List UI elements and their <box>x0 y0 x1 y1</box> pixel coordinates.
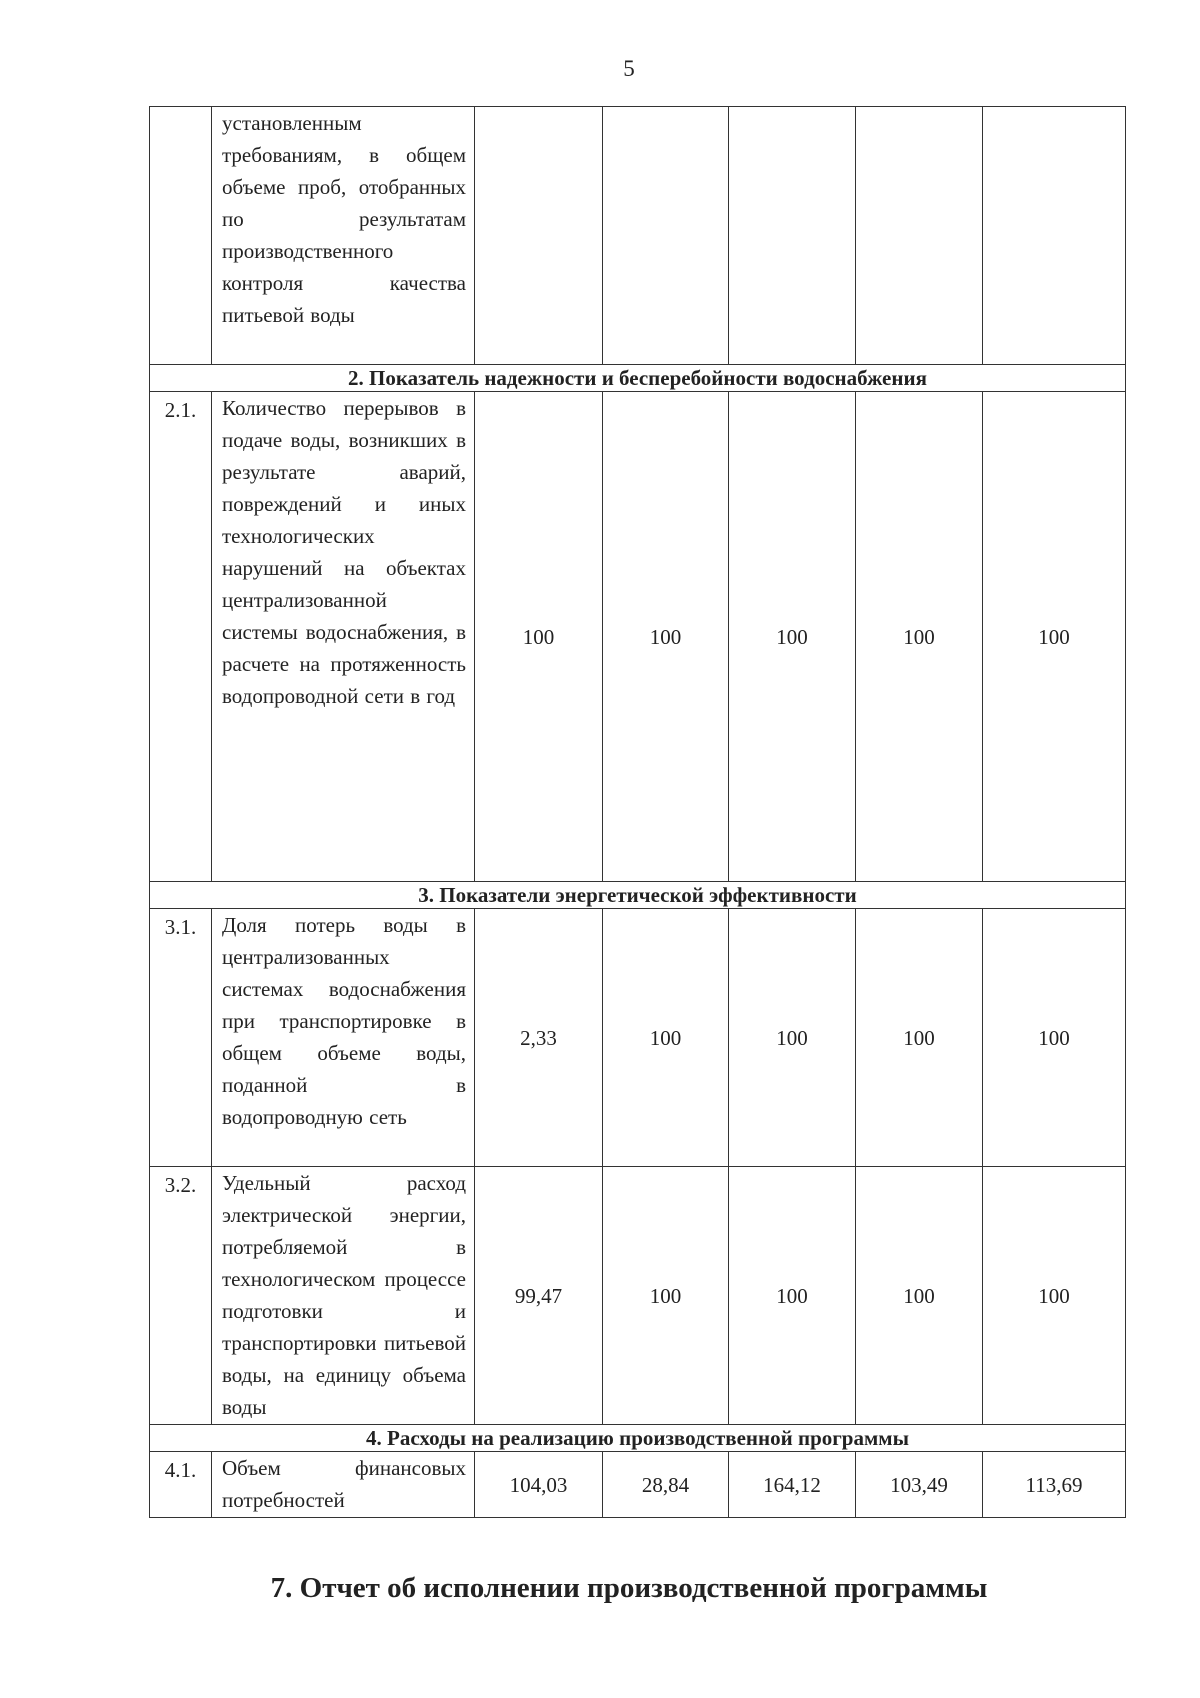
row-value: 100 <box>856 909 983 1167</box>
row-description: Доля потерь воды в централизованных системах водоснабжения при транспортировке в общем объеме воды, поданной в водопроводную сеть <box>212 909 475 1167</box>
indicators-table <box>149 106 1125 1518</box>
table-row <box>150 1452 1126 1518</box>
row-value <box>983 107 1126 365</box>
row-value: 100 <box>856 1167 983 1425</box>
row-value: 100 <box>603 909 729 1167</box>
row-number <box>150 107 212 365</box>
row-value <box>475 107 603 365</box>
section-title: 2. Показатель надежности и бесперебойности водоснабжения <box>150 365 1126 392</box>
row-value: 104,03 <box>475 1452 603 1518</box>
row-value: 100 <box>856 392 983 882</box>
row-value: 100 <box>729 909 856 1167</box>
row-description: Удельный расход электрической энергии, потребляемой в технологическом процессе подготовки и транспортировки питьевой воды, на единицу объема воды <box>212 1167 475 1425</box>
section-header-row <box>150 365 1126 392</box>
section-title: 3. Показатели энергетической эффективности <box>150 882 1126 909</box>
row-value: 28,84 <box>603 1452 729 1518</box>
row-value: 100 <box>603 1167 729 1425</box>
table-row-continuation <box>150 107 1126 365</box>
row-value <box>603 107 729 365</box>
row-value <box>729 107 856 365</box>
row-value: 99,47 <box>475 1167 603 1425</box>
row-value: 100 <box>729 392 856 882</box>
row-number: 3.2. <box>150 1167 212 1425</box>
row-value: 100 <box>983 1167 1126 1425</box>
row-value: 100 <box>729 1167 856 1425</box>
row-value <box>856 107 983 365</box>
row-number: 3.1. <box>150 909 212 1167</box>
row-value: 113,69 <box>983 1452 1126 1518</box>
section-header-row <box>150 882 1126 909</box>
row-value: 2,33 <box>475 909 603 1167</box>
row-value: 100 <box>475 392 603 882</box>
row-description: установленным требованиям, в общем объеме проб, отобранных по результатам производственного контроля качества питьевой воды <box>212 107 475 365</box>
table-row <box>150 392 1126 882</box>
row-value: 103,49 <box>856 1452 983 1518</box>
row-description: Количество перерывов в подаче воды, возникших в результате аварий, повреждений и иных технологических нарушений на объектах централизованной системы водоснабжения, в расчете на протяженность водопроводной сети в год <box>212 392 475 882</box>
row-value: 100 <box>603 392 729 882</box>
row-value: 100 <box>983 392 1126 882</box>
table-row <box>150 1167 1126 1425</box>
row-value: 164,12 <box>729 1452 856 1518</box>
row-value: 100 <box>983 909 1126 1167</box>
section-title: 4. Расходы на реализацию производственной программы <box>150 1425 1126 1452</box>
report-section-heading: 7. Отчет об исполнении производственной программы <box>270 1572 988 1604</box>
row-description: Объем финансовых потребностей <box>212 1452 475 1518</box>
row-number: 2.1. <box>150 392 212 882</box>
page-number: 5 <box>623 56 635 81</box>
section-header-row <box>150 1425 1126 1452</box>
table-row <box>150 909 1126 1167</box>
row-number: 4.1. <box>150 1452 212 1518</box>
